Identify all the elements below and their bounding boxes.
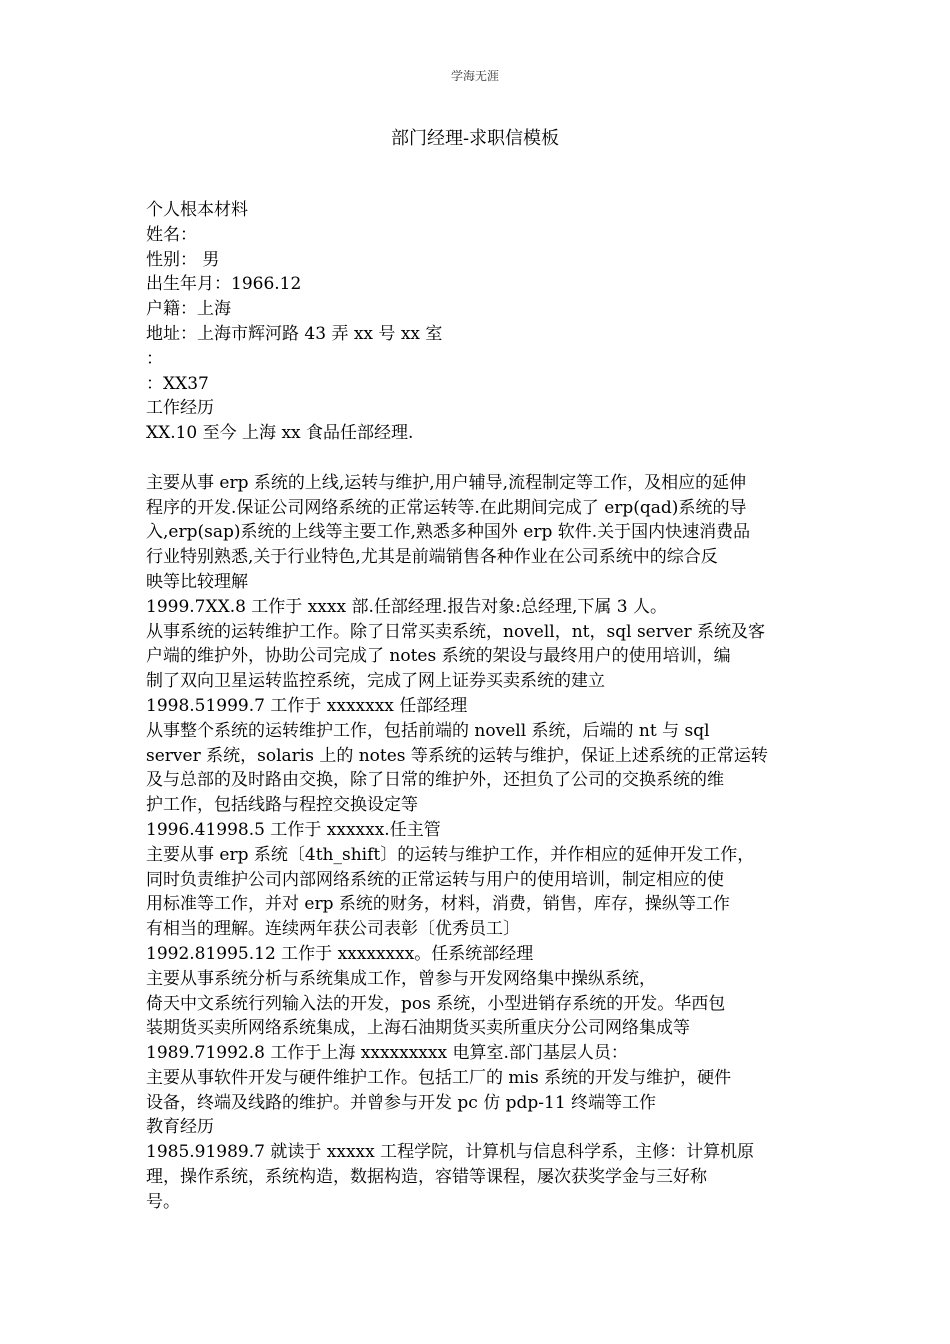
document-title: 部门经理-求职信模板 bbox=[390, 128, 560, 149]
body-line: 户端的维护外，协助公司完成了 notes 系统的架设与最终用户的使用培训，编 bbox=[146, 646, 731, 667]
body-line: server 系统，solaris 上的 notes 等系统的运转与维护，保证上述系统的正常运转 bbox=[146, 745, 768, 766]
body-line: 1992.81995.12 工作于 xxxxxxxx。任系统部经理 bbox=[146, 943, 534, 964]
body-line: 理，操作系统，系统构造，数据构造，容错等课程，屡次获奖学金与三好称 bbox=[146, 1167, 707, 1188]
body-line: 1998.51999.7 工作于 xxxxxxx 任部经理 bbox=[146, 695, 468, 716]
body-line: 主要从事软件开发与硬件维护工作。包括工厂的 mis 系统的开发与维护，硬件 bbox=[146, 1067, 732, 1088]
body-line: 出生年月：1966.12 bbox=[146, 274, 302, 295]
body-line: 主要从事系统分析与系统集成工作，曾参与开发网络集中操纵系统， bbox=[146, 968, 656, 989]
page-header: 学海无涯 bbox=[450, 69, 499, 83]
body-line: 1999.7XX.8 工作于 xxxx 部.任部经理.报告对象:总经理,下属 3 人。 bbox=[146, 596, 668, 617]
body-line: 有相当的理解。连续两年获公司表彰〔优秀员工〕 bbox=[146, 919, 520, 940]
body-line: 1985.91989.7 就读于 xxxxx 工程学院，计算机与信息科学系，主修：计算机原 bbox=[146, 1142, 755, 1163]
body-line: 从事整个系统的运转维护工作，包括前端的 novell 系统，后端的 nt 与 sql bbox=[146, 720, 710, 741]
body-line: 姓名： bbox=[146, 224, 197, 245]
body-line: 程序的开发.保证公司网络系统的正常运转等.在此期间完成了 erp(qad)系统的导 bbox=[146, 497, 747, 518]
body-line bbox=[146, 446, 810, 471]
body-line: 设备，终端及线路的维护。并曾参与开发 pc 仿 pdp-11 终端等工作 bbox=[146, 1092, 657, 1113]
body-line: 行业特别熟悉,关于行业特色,尤其是前端销售各种作业在公司系统中的综合反 bbox=[146, 547, 718, 568]
body-line: 工作经历 bbox=[146, 398, 214, 419]
document-body bbox=[146, 198, 810, 1215]
body-line: 教育经历 bbox=[146, 1117, 214, 1138]
body-line: 个人根本材料 bbox=[146, 200, 248, 220]
body-line: 映等比较理解 bbox=[146, 571, 248, 592]
body-line: 户籍：上海 bbox=[146, 299, 231, 320]
body-line: ：XX37 bbox=[146, 373, 209, 394]
body-line: 地址：上海市辉河路 43 弄 xx 号 xx 室 bbox=[146, 323, 443, 344]
body-line: 号。 bbox=[146, 1191, 180, 1212]
body-line: 1989.71992.8 工作于上海 xxxxxxxxx 电算室.部门基层人员： bbox=[146, 1043, 628, 1064]
body-line: 从事系统的运转维护工作。除了日常买卖系统，novell，nt，sql server 系统及客 bbox=[146, 621, 766, 642]
body-line: 主要从事 erp 系统〔4th_shift〕的运转与维护工作，并作相应的延伸开发工作， bbox=[146, 844, 755, 865]
body-line: 用标准等工作，并对 erp 系统的财务，材料，消费，销售，库存，操纵等工作 bbox=[146, 894, 730, 915]
body-line: 性别： 男 bbox=[146, 249, 220, 270]
body-line: 1996.41998.5 工作于 xxxxxx.任主管 bbox=[146, 819, 441, 840]
body-line: ： bbox=[146, 348, 163, 369]
body-line: 及与总部的及时路由交换，除了日常的维护外，还担负了公司的交换系统的维 bbox=[146, 770, 724, 791]
body-line: 护工作，包括线路与程控交换设定等 bbox=[146, 795, 418, 816]
body-line: 倚天中文系统行列输入法的开发，pos 系统，小型进销存系统的开发。华西包 bbox=[146, 993, 726, 1014]
body-line: 同时负责维护公司内部网络系统的正常运转与用户的使用培训，制定相应的使 bbox=[146, 869, 724, 890]
body-line: 制了双向卫星运转监控系统，完成了网上证券买卖系统的建立 bbox=[146, 671, 605, 692]
body-line: XX.10 至今 上海 xx 食品任部经理. bbox=[146, 423, 414, 444]
body-line: 主要从事 erp 系统的上线,运转与维护,用户辅导,流程制定等工作，及相应的延伸 bbox=[146, 472, 747, 493]
body-line: 入,erp(sap)系统的上线等主要工作,熟悉多种国外 erp 软件.关于国内快速消费品 bbox=[146, 522, 751, 543]
body-line: 装期货买卖所网络系统集成，上海石油期货买卖所重庆分公司网络集成等 bbox=[146, 1018, 690, 1039]
